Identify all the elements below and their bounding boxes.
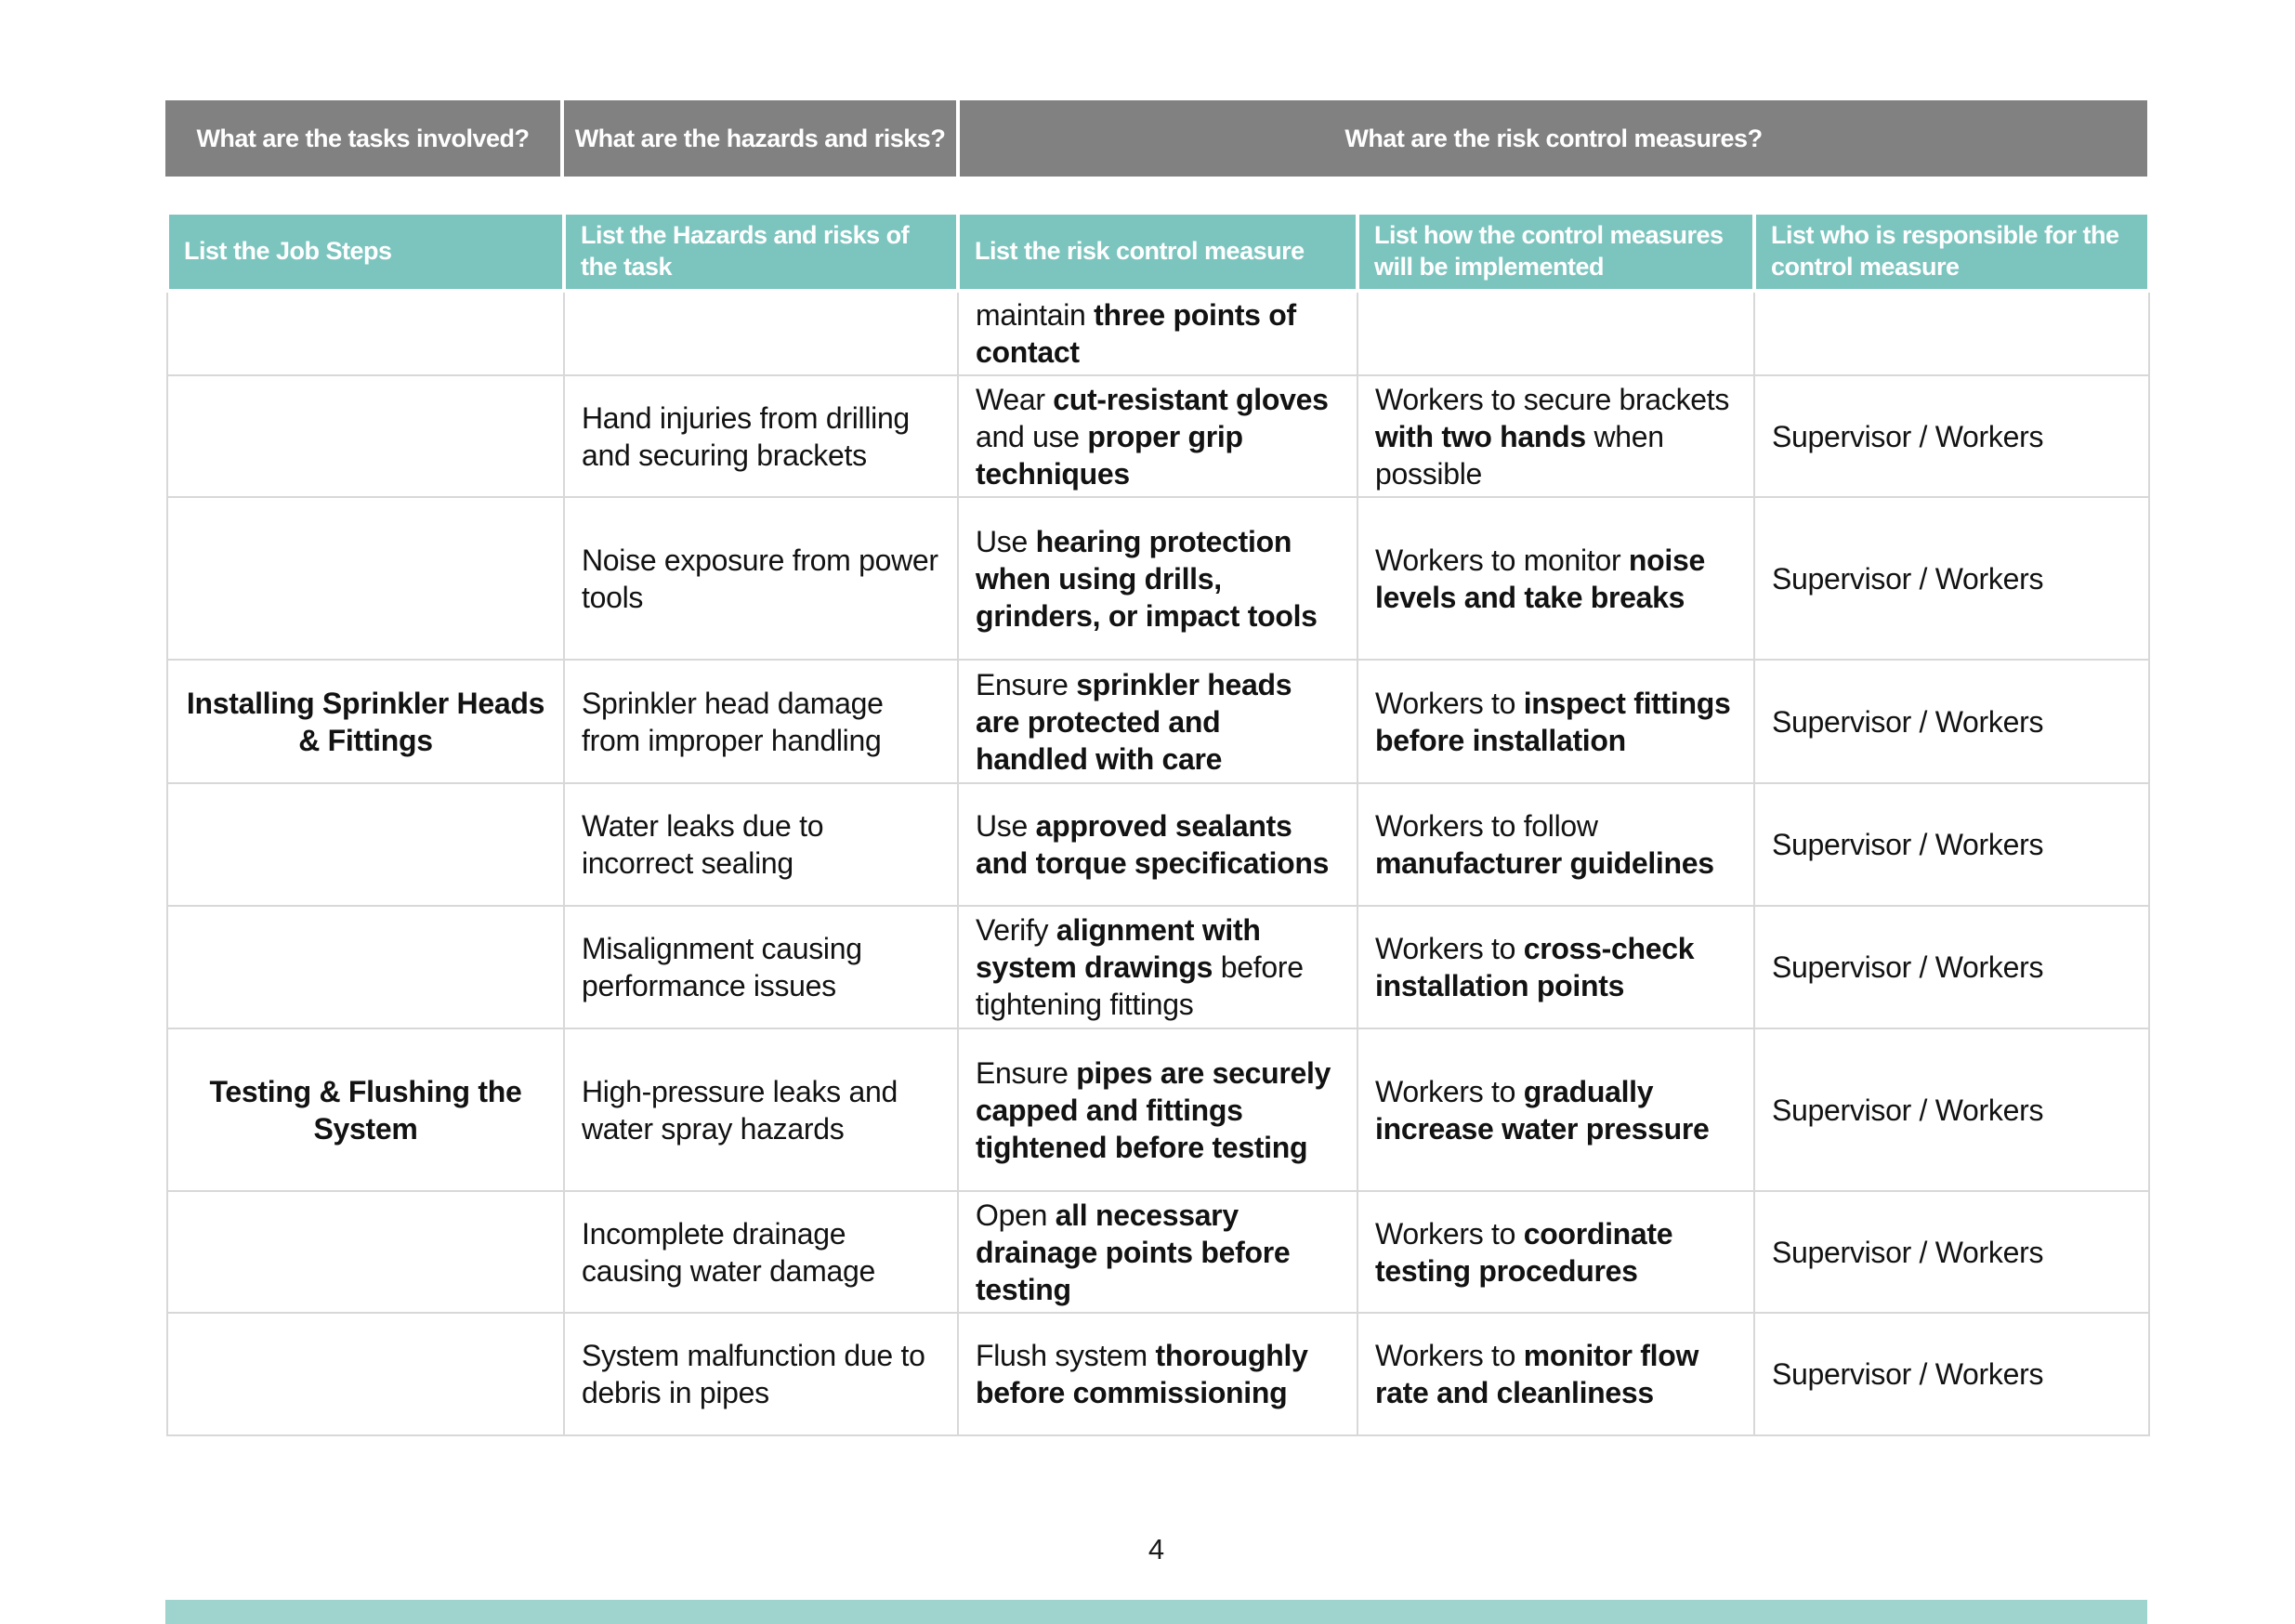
job-step-cell [167, 291, 564, 375]
control-measure-cell [958, 660, 1357, 783]
text-run: maintain [976, 298, 1095, 332]
responsible-cell: Supervisor / Workers [1754, 906, 2149, 1028]
text-run: Workers to follow [1375, 809, 1598, 843]
column-header-responsible: List who is responsible for the control measure [1754, 213, 2149, 291]
bold-text-run: approved sealants and torque specifications [976, 809, 1330, 880]
bold-text-run: thoroughly before commissioning [976, 1339, 1308, 1409]
bold-text-run: inspect fittings before installation [1375, 686, 1731, 757]
column-header-control-measure: List the risk control measure [958, 213, 1357, 291]
text-run: Workers to monitor [1375, 543, 1629, 577]
text-run: Wear [976, 382, 1054, 416]
control-measure-cell [958, 1191, 1357, 1313]
table-row [167, 660, 2149, 783]
job-step-cell [167, 906, 564, 1028]
table-row [167, 291, 2149, 375]
column-header-row [167, 213, 2149, 291]
bold-text-run: three points of contact [976, 298, 1296, 369]
hazard-cell: Noise exposure from power tools [564, 497, 958, 660]
bold-text-run: manufacturer guidelines [1375, 846, 1714, 880]
responsible-cell: Supervisor / Workers [1754, 497, 2149, 660]
question-header-row [165, 100, 2147, 177]
bold-text-run: with two hands [1375, 419, 1586, 453]
hazard-cell: Sprinkler head damage from improper handling [564, 660, 958, 783]
text-run: Open [976, 1198, 1056, 1232]
table-row [167, 497, 2149, 660]
implementation-cell [1357, 783, 1754, 906]
hazard-cell: Misalignment causing performance issues [564, 906, 958, 1028]
risk-assessment-table [165, 211, 2151, 1436]
text-run: Workers to [1375, 1216, 1524, 1251]
table-row [167, 375, 2149, 497]
responsible-cell: Supervisor / Workers [1754, 375, 2149, 497]
text-run: Workers to secure brackets [1375, 382, 1730, 416]
bold-text-run: cut-resistant gloves [1053, 382, 1329, 416]
table-row [167, 1313, 2149, 1435]
responsible-cell: Supervisor / Workers [1754, 1028, 2149, 1191]
job-step-cell [167, 1191, 564, 1313]
table-body [167, 291, 2149, 1435]
bold-text-run: hearing protection when using drills, grinders, or impact tools [976, 524, 1318, 633]
question-header-hazards: What are the hazards and risks? [564, 100, 956, 177]
text-run: Workers to [1375, 1339, 1524, 1372]
responsible-cell: Supervisor / Workers [1754, 1313, 2149, 1435]
next-page-header-bar [165, 1600, 2147, 1624]
text-run: Ensure [976, 667, 1077, 701]
implementation-cell [1357, 1028, 1754, 1191]
table-row [167, 1191, 2149, 1313]
control-measure-cell [958, 375, 1357, 497]
bold-text-run: coordinate testing procedures [1375, 1216, 1673, 1288]
control-measure-cell [958, 1313, 1357, 1435]
hazard-cell: Water leaks due to incorrect sealing [564, 783, 958, 906]
implementation-cell [1357, 660, 1754, 783]
text-run: Use [976, 524, 1036, 558]
control-measure-cell [958, 497, 1357, 660]
text-run: and use [976, 419, 1088, 453]
implementation-cell [1357, 906, 1754, 1028]
implementation-cell [1357, 1191, 1754, 1313]
implementation-cell [1357, 291, 1754, 375]
text-run: Use [976, 809, 1036, 843]
hazard-cell: High-pressure leaks and water spray hazards [564, 1028, 958, 1191]
bold-text-run: monitor flow rate and cleanliness [1375, 1339, 1699, 1409]
text-run: Workers to [1375, 1074, 1524, 1108]
question-header-controls: What are the risk control measures? [960, 100, 2147, 177]
bold-text-run: proper grip techniques [976, 419, 1243, 491]
job-step-cell [167, 1313, 564, 1435]
implementation-cell [1357, 497, 1754, 660]
job-step-cell: Testing & Flushing the System [167, 1028, 564, 1191]
question-header-tasks: What are the tasks involved? [165, 100, 560, 177]
text-run: before tightening fittings [976, 950, 1304, 1021]
column-header-job-steps: List the Job Steps [167, 213, 564, 291]
text-run: Flush system [976, 1339, 1156, 1372]
job-step-cell [167, 783, 564, 906]
page-number: 4 [1148, 1533, 1165, 1565]
column-header-implementation: List how the control measures will be implemented [1357, 213, 1754, 291]
bold-text-run: cross-check installation points [1375, 932, 1695, 1002]
table-row [167, 906, 2149, 1028]
responsible-cell: Supervisor / Workers [1754, 660, 2149, 783]
bold-text-run: sprinkler heads are protected and handled with care [976, 667, 1292, 776]
implementation-cell [1357, 375, 1754, 497]
implementation-cell [1357, 1313, 1754, 1435]
control-measure-cell [958, 783, 1357, 906]
responsible-cell: Supervisor / Workers [1754, 783, 2149, 906]
hazard-cell: System malfunction due to debris in pipes [564, 1313, 958, 1435]
bold-text-run: gradually increase water pressure [1375, 1074, 1710, 1146]
text-run: Workers to [1375, 686, 1524, 720]
bold-text-run: noise levels and take breaks [1375, 543, 1705, 614]
text-run: when possible [1375, 419, 1664, 491]
hazard-cell [564, 291, 958, 375]
text-run: Verify [976, 913, 1056, 947]
control-measure-cell [958, 1028, 1357, 1191]
hazard-cell: Incomplete drainage causing water damage [564, 1191, 958, 1313]
text-run: Ensure [976, 1055, 1077, 1090]
hazard-cell: Hand injuries from drilling and securing brackets [564, 375, 958, 497]
job-step-cell: Installing Sprinkler Heads & Fittings [167, 660, 564, 783]
job-step-cell [167, 497, 564, 660]
bold-text-run: all necessary drainage points before testing [976, 1198, 1291, 1306]
control-measure-cell [958, 906, 1357, 1028]
column-header-hazards: List the Hazards and risks of the task [564, 213, 958, 291]
responsible-cell: Supervisor / Workers [1754, 1191, 2149, 1313]
bold-text-run: pipes are securely capped and fittings tightened before testing [976, 1055, 1331, 1164]
text-run: Workers to [1375, 932, 1524, 965]
control-measure-cell [958, 291, 1357, 375]
responsible-cell [1754, 291, 2149, 375]
bold-text-run: alignment with system drawings [976, 913, 1261, 984]
job-step-cell [167, 375, 564, 497]
table-row [167, 783, 2149, 906]
table-row [167, 1028, 2149, 1191]
